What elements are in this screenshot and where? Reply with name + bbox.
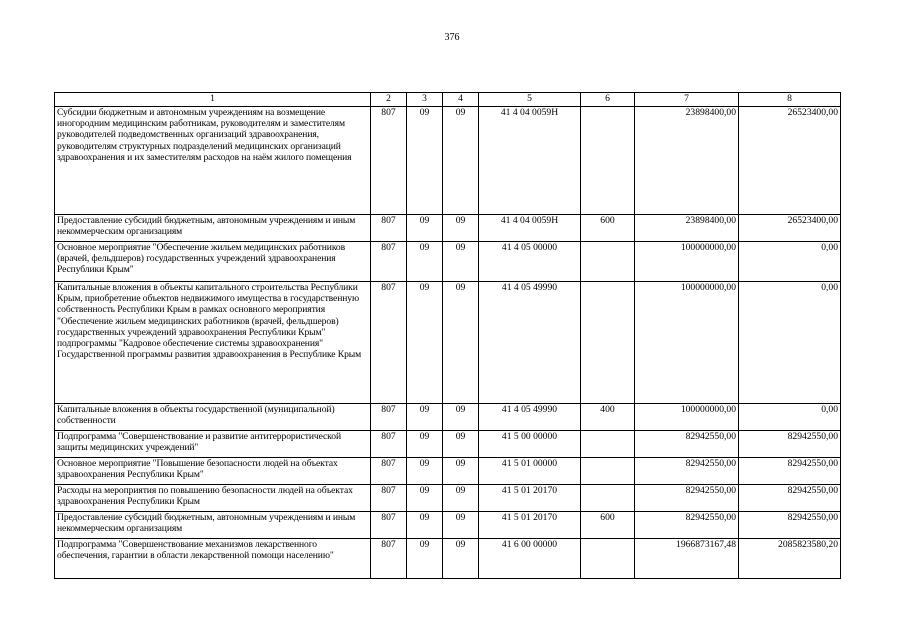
row-name: Предоставление субсидий бюджетным, автономным учреждениям и иным некоммерческим организациям <box>55 512 371 539</box>
row-ministry-code: 807 <box>371 458 407 485</box>
row-section-code: 09 <box>407 458 443 485</box>
column-header-5: 5 <box>479 93 581 107</box>
row-section-code: 09 <box>407 242 443 282</box>
row-expense-type: 600 <box>581 512 635 539</box>
row-subsection-code: 09 <box>443 539 479 579</box>
row-name: Подпрограмма "Совершенствование и развитие антитеррористической защиты медицинских учреждений" <box>55 431 371 458</box>
row-amount-year-1: 23898400,00 <box>635 215 739 242</box>
row-expense-type <box>581 282 635 404</box>
row-section-code: 09 <box>407 404 443 431</box>
row-ministry-code: 807 <box>371 242 407 282</box>
row-ministry-code: 807 <box>371 485 407 512</box>
row-expense-type <box>581 107 635 215</box>
row-section-code: 09 <box>407 539 443 579</box>
row-amount-year-2: 0,00 <box>739 404 841 431</box>
row-subsection-code: 09 <box>443 404 479 431</box>
row-expense-type <box>581 539 635 579</box>
row-target-article: 41 4 04 0059Н <box>479 215 581 242</box>
row-expense-type: 600 <box>581 215 635 242</box>
row-name: Основное мероприятие "Обеспечение жильем медицинских работников (врачей, фельдшеров) государственных учреждений здравоохранения Республики Крым" <box>55 242 371 282</box>
row-subsection-code: 09 <box>443 431 479 458</box>
table-row <box>55 107 841 215</box>
table-row <box>55 431 841 458</box>
row-ministry-code: 807 <box>371 404 407 431</box>
row-amount-year-2: 0,00 <box>739 242 841 282</box>
row-amount-year-2: 82942550,00 <box>739 431 841 458</box>
table-row <box>55 404 841 431</box>
column-header-2: 2 <box>371 93 407 107</box>
row-expense-type <box>581 431 635 458</box>
table-row <box>55 458 841 485</box>
table-row <box>55 215 841 242</box>
budget-table <box>54 92 841 579</box>
column-header-4: 4 <box>443 93 479 107</box>
row-name: Капитальные вложения в объекты государственной (муниципальной) собственности <box>55 404 371 431</box>
row-target-article: 41 5 01 20170 <box>479 512 581 539</box>
row-subsection-code: 09 <box>443 242 479 282</box>
row-amount-year-2: 82942550,00 <box>739 512 841 539</box>
row-section-code: 09 <box>407 107 443 215</box>
row-ministry-code: 807 <box>371 431 407 458</box>
row-amount-year-1: 82942550,00 <box>635 485 739 512</box>
row-amount-year-1: 82942550,00 <box>635 458 739 485</box>
row-amount-year-2: 0,00 <box>739 282 841 404</box>
column-header-8: 8 <box>739 93 841 107</box>
row-amount-year-1: 23898400,00 <box>635 107 739 215</box>
row-section-code: 09 <box>407 431 443 458</box>
row-name: Капитальные вложения в объекты капитального строительства Республики Крым, приобретение объектов недвижимого имущества в государственную собственность Республики Крым в рамках основного мероприятия "Обеспечение жильем медицинских работников (врачей, фельдшеров) государственных учреждений здравоохранения Республики Крым" подпрограммы "Кадровое обеспечение системы здравоохранения" Государственной программы развития здравоохранения в Республике Крым <box>55 282 371 404</box>
page-number: 376 <box>444 32 460 43</box>
row-section-code: 09 <box>407 215 443 242</box>
row-amount-year-1: 82942550,00 <box>635 431 739 458</box>
row-subsection-code: 09 <box>443 215 479 242</box>
row-ministry-code: 807 <box>371 512 407 539</box>
row-section-code: 09 <box>407 485 443 512</box>
row-ministry-code: 807 <box>371 539 407 579</box>
column-header-1: 1 <box>55 93 371 107</box>
row-subsection-code: 09 <box>443 282 479 404</box>
table-row <box>55 512 841 539</box>
row-target-article: 41 5 01 20170 <box>479 485 581 512</box>
header-row <box>55 93 841 107</box>
row-expense-type <box>581 458 635 485</box>
row-amount-year-2: 26523400,00 <box>739 107 841 215</box>
row-ministry-code: 807 <box>371 215 407 242</box>
column-header-3: 3 <box>407 93 443 107</box>
row-target-article: 41 4 05 49990 <box>479 282 581 404</box>
row-section-code: 09 <box>407 512 443 539</box>
row-subsection-code: 09 <box>443 458 479 485</box>
row-expense-type <box>581 242 635 282</box>
row-amount-year-1: 1966873167,48 <box>635 539 739 579</box>
row-expense-type <box>581 485 635 512</box>
row-amount-year-2: 82942550,00 <box>739 485 841 512</box>
row-target-article: 41 5 01 00000 <box>479 458 581 485</box>
row-subsection-code: 09 <box>443 485 479 512</box>
table-row <box>55 282 841 404</box>
row-amount-year-2: 82942550,00 <box>739 458 841 485</box>
row-amount-year-1: 100000000,00 <box>635 282 739 404</box>
row-name: Расходы на мероприятия по повышению безопасности людей на объектах здравоохранения Республики Крым <box>55 485 371 512</box>
row-amount-year-2: 2085823580,20 <box>739 539 841 579</box>
row-name: Основное мероприятие "Повышение безопасности людей на объектах здравоохранения Республики Крым" <box>55 458 371 485</box>
row-target-article: 41 4 05 49990 <box>479 404 581 431</box>
row-ministry-code: 807 <box>371 282 407 404</box>
row-name: Субсидии бюджетным и автономным учреждениям на возмещение иногородним медицинским работникам, руководителям и заместителям руководителей подведомственных организаций здравоохранения, руководителям структурных подразделений медицинских организаций здравоохранения и их заместителям расходов на наём жилого помещения <box>55 107 371 215</box>
row-amount-year-1: 82942550,00 <box>635 512 739 539</box>
row-target-article: 41 4 04 0059Н <box>479 107 581 215</box>
row-name: Предоставление субсидий бюджетным, автономным учреждениям и иным некоммерческим организациям <box>55 215 371 242</box>
row-expense-type: 400 <box>581 404 635 431</box>
table-row <box>55 242 841 282</box>
row-subsection-code: 09 <box>443 512 479 539</box>
row-target-article: 41 5 00 00000 <box>479 431 581 458</box>
row-subsection-code: 09 <box>443 107 479 215</box>
table-row <box>55 539 841 579</box>
row-amount-year-1: 100000000,00 <box>635 404 739 431</box>
table-row <box>55 485 841 512</box>
row-target-article: 41 6 00 00000 <box>479 539 581 579</box>
row-target-article: 41 4 05 00000 <box>479 242 581 282</box>
row-name: Подпрограмма "Совершенствование механизмов лекарственного обеспечения, гарантии в области лекарственной помощи населению" <box>55 539 371 579</box>
column-header-6: 6 <box>581 93 635 107</box>
column-header-7: 7 <box>635 93 739 107</box>
row-ministry-code: 807 <box>371 107 407 215</box>
row-amount-year-2: 26523400,00 <box>739 215 841 242</box>
row-amount-year-1: 100000000,00 <box>635 242 739 282</box>
row-section-code: 09 <box>407 282 443 404</box>
